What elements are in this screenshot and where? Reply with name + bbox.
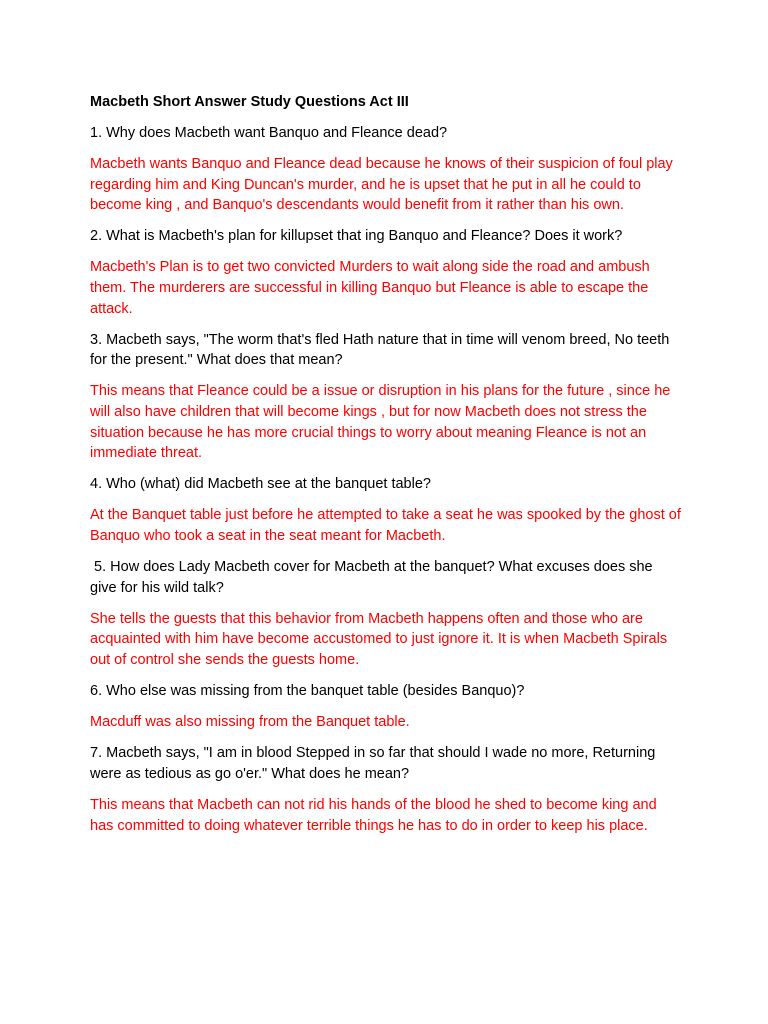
question-4: 4. Who (what) did Macbeth see at the banquet table? <box>90 476 431 493</box>
answer-4: At the Banquet table just before he attempted to take a seat he was spooked by the ghost of Banquo who took a seat in the seat meant for Macbeth. <box>90 507 681 544</box>
answer-6: Macduff was also missing from the Banquet table. <box>90 714 410 731</box>
question-7: 7. Macbeth says, "I am in blood Stepped in so far that should I wade no more, Returning were as tedious as go o'er." What does he mean? <box>90 745 660 782</box>
question-6: 6. Who else was missing from the banquet table (besides Banquo)? <box>90 683 525 700</box>
question-3: 3. Macbeth says, "The worm that's fled Hath nature that in time will venom breed, No teeth for the present." What does that mean? <box>90 331 674 369</box>
answer-7: This means that Macbeth can not rid his hands of the blood he shed to become king and has committed to doing whatever terrible things he has to do in order to keep his place. <box>90 796 657 834</box>
answer-1: Macbeth wants Banquo and Fleance dead because he knows of their suspicion of foul play regarding him and King Duncan's murder, and he is upset that he put in all he could to become king , and Banquo's descendants would benefit from it rather than his own. <box>90 156 673 214</box>
question-1: 1. Why does Macbeth want Banquo and Fleance dead? <box>90 125 448 141</box>
question-5: 5. How does Lady Macbeth cover for Macbeth at the banquet? What excuses does she give for his wild talk? <box>90 559 657 596</box>
answer-3: This means that Fleance could be a issue or disruption in his plans for the future , since he will also have children that will become kings , but for now Macbeth does not stress the situation because he has more crucial things to worry about meaning Fleance is not an immediate threat. <box>90 383 671 462</box>
answer-2: Macbeth's Plan is to get two convicted Murders to wait along side the road and ambush them. The murderers are successful in killing Banquo but Fleance is able to escape the attack. <box>90 259 650 317</box>
document-title: Macbeth Short Answer Study Questions Act III <box>90 94 409 110</box>
question-2: 2. What is Macbeth's plan for killupset that ing Banquo and Fleance? Does it work? <box>90 228 623 245</box>
document-page <box>90 93 682 847</box>
answer-5: She tells the guests that this behavior from Macbeth happens often and those who are acquainted with him have become accustomed to just ignore it. It is when Macbeth Spirals out of control she sends the guests home. <box>90 610 668 668</box>
